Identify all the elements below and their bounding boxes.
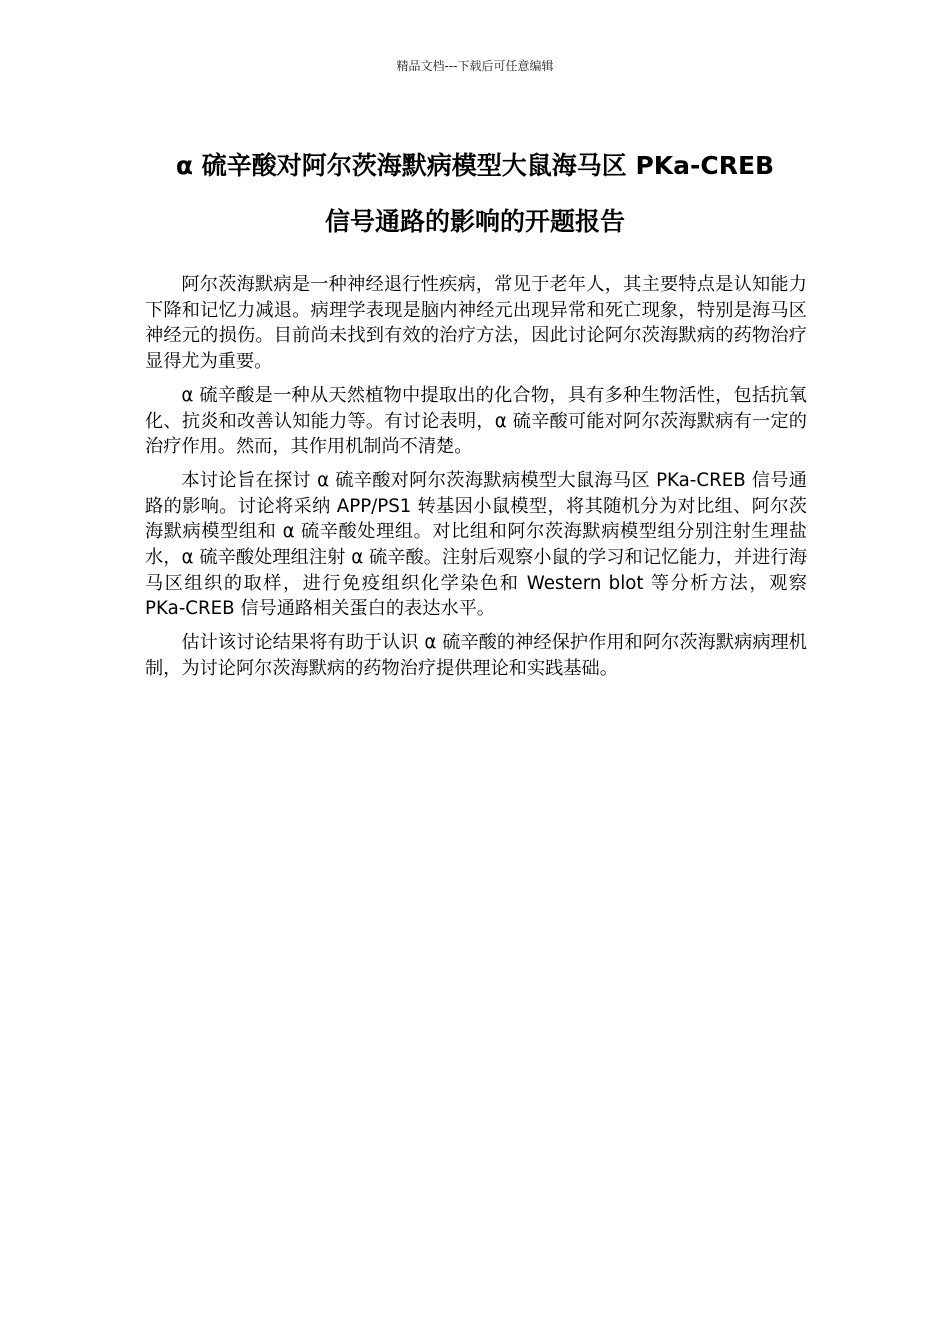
title-line-1: α 硫辛酸对阿尔茨海默病模型大鼠海马区 PKa-CREB	[175, 151, 775, 180]
document-title	[120, 138, 830, 250]
title-line-2: 信号通路的影响的开题报告	[324, 207, 625, 236]
header-note: 精品文档---下载后可任意编辑	[396, 59, 554, 73]
paragraph-2: α 硫辛酸是一种从天然植物中提取出的化合物，具有多种生物活性，包括抗氧化、抗炎和改善认知能力等。有讨论表明，α 硫辛酸可能对阿尔茨海默病有一定的治疗作用。然而，其作用机制尚不清楚。	[145, 384, 807, 458]
paragraph-4: 估计该讨论结果将有助于认识 α 硫辛酸的神经保护作用和阿尔茨海默病病理机制，为讨论阿尔茨海默病的药物治疗提供理论和实践基础。	[145, 632, 807, 679]
paragraph-3: 本讨论旨在探讨 α 硫辛酸对阿尔茨海默病模型大鼠海马区 PKa-CREB 信号通路的影响。讨论将采纳 APP/PS1 转基因小鼠模型，将其随机分为对比组、阿尔茨海默病模型组和 α 硫辛酸处理组。对比组和阿尔茨海默病模型组分别注射生理盐水，α 硫辛酸处理组注射 α 硫辛酸。注射后观察小鼠的学习和记忆能力，并进行海马区组织的取样，进行免疫组织化学染色和 Western blot 等分析方法，观察 PKa-CREB 信号通路相关蛋白的表达水平。	[145, 469, 807, 620]
paragraph-1: 阿尔茨海默病是一种神经退行性疾病，常见于老年人，其主要特点是认知能力下降和记忆力减退。病理学表现是脑内神经元出现异常和死亡现象，特别是海马区神经元的损伤。目前尚未找到有效的治疗方法，因此讨论阿尔茨海默病的药物治疗显得尤为重要。	[145, 274, 807, 373]
body-text	[145, 272, 807, 690]
